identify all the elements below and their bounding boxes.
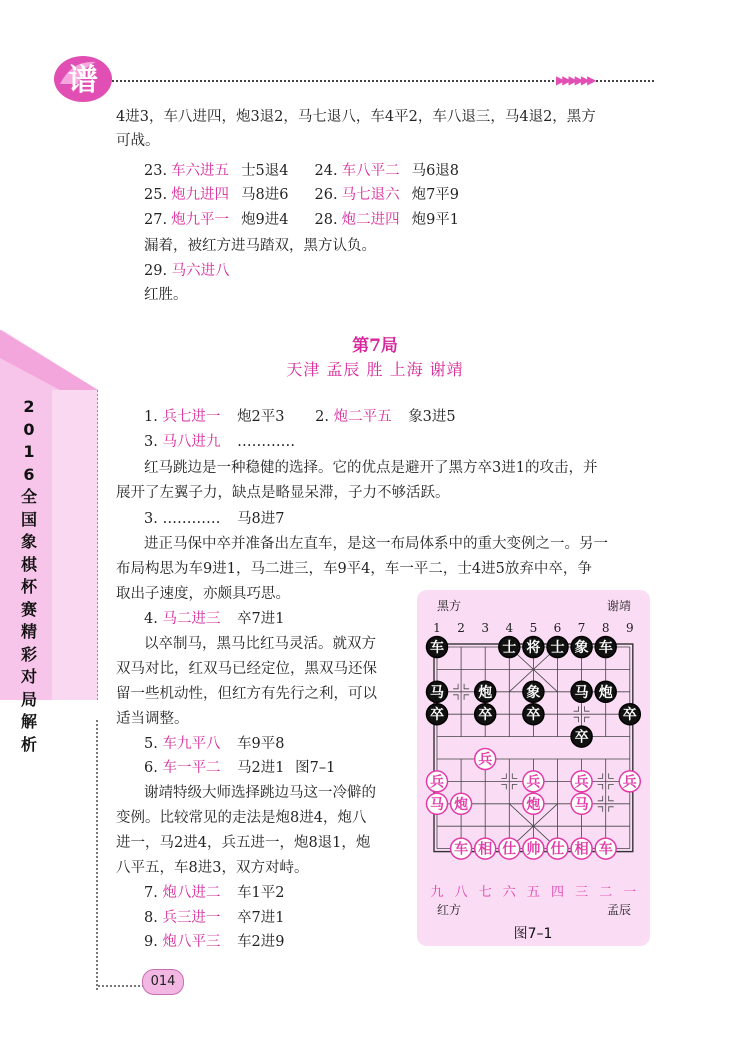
bottom-file-label: 五 [526, 885, 540, 900]
svg-text:象: 象 [526, 684, 541, 701]
svg-text:卒: 卒 [526, 707, 541, 724]
top-file-label: 5 [529, 621, 538, 635]
red-player-label: 孟辰 [606, 903, 631, 917]
side-title-char: 2 [23, 397, 35, 416]
move-number: 8. [144, 910, 158, 926]
comment-line: 留一些机动性，但红方有先行之利，可以 [116, 686, 377, 702]
svg-text:炮: 炮 [526, 796, 541, 813]
red-move: 兵七进一 [162, 409, 221, 425]
svg-text:卒: 卒 [622, 707, 637, 724]
svg-text:帅: 帅 [526, 841, 541, 858]
game-subtitle: 天津 孟辰 胜 上海 谢靖 [286, 360, 464, 379]
xiangqi-board [417, 590, 650, 946]
black-piece [523, 637, 544, 658]
move-number: 7. [144, 885, 158, 901]
side-title-char: 0 [23, 419, 35, 439]
red-move: 马二进三 [162, 611, 221, 627]
move-number: 28. [314, 212, 338, 228]
top-file-label: 9 [625, 621, 634, 635]
comment-line: 双马对比，红双马已经定位，黑双马还保 [116, 661, 377, 677]
top-file-label: 4 [505, 621, 514, 635]
svg-text:卒: 卒 [478, 707, 493, 724]
red-move: ………… [162, 511, 221, 527]
move-number: 2. [315, 409, 329, 425]
side-title-char: 赛 [20, 599, 37, 619]
black-move: 车1平2 [237, 885, 285, 901]
top-file-label: 7 [577, 621, 586, 635]
move-4 [144, 609, 285, 629]
side-title-char: 精 [20, 622, 37, 641]
header-arrows-icon: ▶▶▶▶▶▶ [556, 73, 594, 87]
black-move: 车2进9 [237, 934, 285, 950]
move-1-2 [144, 407, 456, 427]
black-piece [523, 704, 544, 725]
black-move: 象3进5 [408, 409, 456, 425]
comment-line: 变例。比较常见的走法是炮8进4，炮八 [116, 810, 367, 826]
svg-text:仕: 仕 [550, 841, 565, 858]
footer-dotted-line [96, 720, 98, 990]
black-piece [595, 637, 616, 658]
red-piece [475, 749, 496, 770]
svg-text:马: 马 [574, 796, 589, 813]
red-move: 马六进八 [171, 263, 230, 279]
side-title-char: 彩 [20, 644, 37, 664]
side-title-char: 象 [20, 532, 37, 551]
red-move: 炮二进四 [341, 212, 400, 228]
move-number: 26. [314, 187, 338, 203]
black-piece [571, 681, 592, 702]
move-row [144, 185, 459, 205]
move-number: 27. [144, 212, 168, 228]
black-piece [427, 704, 448, 725]
logo-char: 谱 [68, 63, 98, 98]
black-piece [571, 637, 592, 658]
black-piece [619, 704, 640, 725]
top-file-label: 8 [601, 621, 610, 635]
bottom-file-label: 八 [454, 885, 468, 900]
side-title-char: 6 [23, 464, 35, 484]
move-number: 29. [144, 263, 168, 279]
black-move: 马2进1 [237, 760, 285, 776]
bottom-file-label: 三 [575, 885, 589, 900]
move-6 [144, 758, 335, 778]
black-move: 卒7进1 [237, 611, 285, 627]
red-piece [619, 771, 640, 792]
svg-text:炮: 炮 [598, 684, 613, 701]
black-piece [523, 681, 544, 702]
black-piece [571, 726, 592, 747]
black-piece [427, 637, 448, 658]
red-piece [523, 771, 544, 792]
red-move: 兵三进一 [162, 910, 221, 926]
svg-text:象: 象 [574, 640, 589, 656]
black-move: ………… [237, 434, 296, 450]
red-piece [547, 838, 568, 859]
move-row [144, 210, 459, 230]
move-7 [144, 883, 285, 903]
comment-line: 红马跳边是一种稳健的选择。它的优点是避开了黑方卒3进1的攻击，并 [144, 460, 598, 476]
black-move: 马6退8 [411, 163, 460, 179]
red-side-label: 红方 [437, 903, 462, 917]
black-piece [427, 681, 448, 702]
black-player-label: 谢靖 [606, 599, 631, 613]
black-piece [475, 704, 496, 725]
move-number: 23. [144, 163, 168, 179]
svg-text:将: 将 [526, 640, 541, 656]
move-8 [144, 908, 285, 928]
bottom-file-label: 四 [550, 885, 565, 900]
red-piece [427, 771, 448, 792]
black-piece [475, 681, 496, 702]
side-title-char: 全 [20, 487, 37, 506]
red-piece [451, 793, 472, 814]
bottom-file-label: 七 [478, 885, 492, 900]
black-move: 马8进6 [241, 187, 289, 203]
black-move: 炮2平3 [237, 409, 285, 425]
red-move: 炮九平一 [171, 212, 230, 228]
move-row [144, 161, 459, 181]
page-number: 014 [142, 969, 184, 995]
red-move: 炮八平三 [162, 934, 221, 950]
svg-text:马: 马 [430, 684, 444, 701]
move-3-black [144, 509, 285, 529]
move-number: 5. [144, 736, 158, 752]
bottom-file-label: 九 [430, 885, 444, 900]
svg-text:车: 车 [598, 841, 613, 858]
black-piece [547, 637, 568, 658]
move-9 [144, 932, 285, 952]
black-move: 士5退4 [241, 163, 289, 179]
svg-text:马: 马 [574, 684, 589, 701]
book-logo-icon [52, 54, 114, 104]
previous-result: 红胜。 [144, 287, 188, 303]
svg-text:士: 士 [502, 640, 517, 656]
red-piece [595, 838, 616, 859]
red-move: 炮九进四 [171, 187, 230, 203]
black-piece [595, 681, 616, 702]
move-number: 3. [144, 434, 158, 450]
comment-line: 适当调整。 [116, 711, 189, 727]
red-piece [523, 793, 544, 814]
red-piece [571, 838, 592, 859]
svg-text:兵: 兵 [430, 774, 444, 791]
top-file-label: 3 [481, 621, 490, 635]
move-number: 25. [144, 187, 168, 203]
move-number: 4. [144, 611, 158, 627]
black-move: 炮7平9 [411, 187, 460, 203]
red-piece [451, 838, 472, 859]
red-move: 马八进九 [162, 434, 221, 450]
red-move: 车一平二 [162, 760, 221, 776]
comment-line: 展开了左翼子力，缺点是略显呆滞，子力不够活跃。 [116, 485, 450, 501]
move-number: 24. [314, 163, 338, 179]
previous-comment: 漏着，被红方进马踏双，黑方认负。 [144, 238, 376, 254]
black-move: 卒7进1 [237, 910, 285, 926]
comment-line: 进正马保中卒并准备出左直车，是这一布局体系中的重大变例之一。另一 [144, 536, 608, 552]
svg-text:相: 相 [574, 841, 589, 858]
red-piece [523, 838, 544, 859]
svg-text:车: 车 [598, 640, 613, 656]
side-book-title [14, 396, 44, 756]
red-piece [427, 793, 448, 814]
board-caption: 图7–1 [513, 926, 553, 942]
svg-text:相: 相 [478, 841, 493, 858]
black-move: 马8进7 [237, 511, 285, 527]
move-3 [144, 432, 295, 452]
red-piece [499, 838, 520, 859]
svg-text:卒: 卒 [430, 707, 444, 724]
side-title-char: 国 [20, 509, 37, 529]
black-move: 车9平8 [237, 736, 285, 752]
game-title: 第7局 [352, 336, 398, 356]
black-side-label: 黑方 [437, 599, 462, 613]
red-piece [475, 838, 496, 859]
svg-text:兵: 兵 [526, 774, 541, 791]
svg-text:马: 马 [430, 796, 444, 813]
svg-text:兵: 兵 [478, 752, 493, 768]
side-title-char: 对 [20, 667, 37, 686]
side-title-char: 局 [20, 689, 37, 709]
svg-text:兵: 兵 [574, 774, 589, 791]
red-move: 车六进五 [171, 163, 230, 179]
move-number: 6. [144, 760, 158, 776]
svg-text:卒: 卒 [574, 729, 589, 746]
top-file-label: 6 [553, 621, 562, 635]
move-number: 1. [144, 409, 158, 425]
footer-dotted-line [98, 985, 144, 987]
red-move: 车八平二 [341, 163, 400, 179]
comment-line: 谢靖特级大师选择跳边马这一冷僻的 [144, 785, 376, 801]
red-piece [571, 771, 592, 792]
comment-line: 取出子速度，亦颇具巧思。 [116, 586, 290, 602]
bottom-file-label: 六 [502, 885, 516, 900]
black-move: 炮9进4 [241, 212, 289, 228]
svg-text:车: 车 [430, 640, 444, 656]
comment-line: 八平五，车8进3，双方对峙。 [116, 860, 309, 876]
black-piece [499, 637, 520, 658]
red-move: 炮二平五 [333, 409, 392, 425]
bottom-file-label: 二 [599, 885, 613, 900]
svg-text:士: 士 [550, 640, 565, 656]
side-title-char: 解 [20, 712, 37, 731]
svg-text:车: 车 [454, 841, 469, 858]
side-title-char: 1 [23, 442, 35, 461]
svg-text:炮: 炮 [454, 796, 469, 813]
red-move: 车九平八 [162, 736, 221, 752]
intro-line-2: 可战。 [116, 133, 160, 149]
svg-text:兵: 兵 [622, 774, 637, 791]
svg-text:炮: 炮 [478, 684, 493, 701]
comment-line: 进一，马2进4，兵五进一，炮8退1，炮 [116, 835, 371, 851]
red-piece [571, 793, 592, 814]
intro-line-1: 4进3，车八进四，炮3退2，马七退八，车4平2，车八退三，马4退2，黑方 [116, 109, 596, 125]
top-file-label: 1 [433, 621, 441, 635]
red-move: 炮八进二 [162, 885, 221, 901]
figure-reference: 图7–1 [295, 760, 336, 776]
svg-text:仕: 仕 [502, 841, 517, 858]
comment-line: 以卒制马，黑马比红马灵活。就双方 [144, 636, 376, 652]
red-move: 马七退六 [341, 187, 400, 203]
black-move: 炮9平1 [411, 212, 460, 228]
comment-line: 布局构思为车9进1，马二进三，车9平4，车一平二，士4进5放弃中卒，争 [116, 561, 592, 577]
side-title-char: 棋 [20, 554, 37, 574]
top-file-label: 2 [457, 621, 465, 635]
move-number: 3. [144, 511, 158, 527]
board-grid [434, 644, 633, 852]
move-29 [144, 261, 230, 281]
side-title-char: 析 [20, 734, 37, 754]
side-title-char: 杯 [20, 577, 37, 596]
move-number: 9. [144, 934, 158, 950]
bottom-file-label: 一 [623, 885, 637, 900]
move-5 [144, 734, 285, 754]
